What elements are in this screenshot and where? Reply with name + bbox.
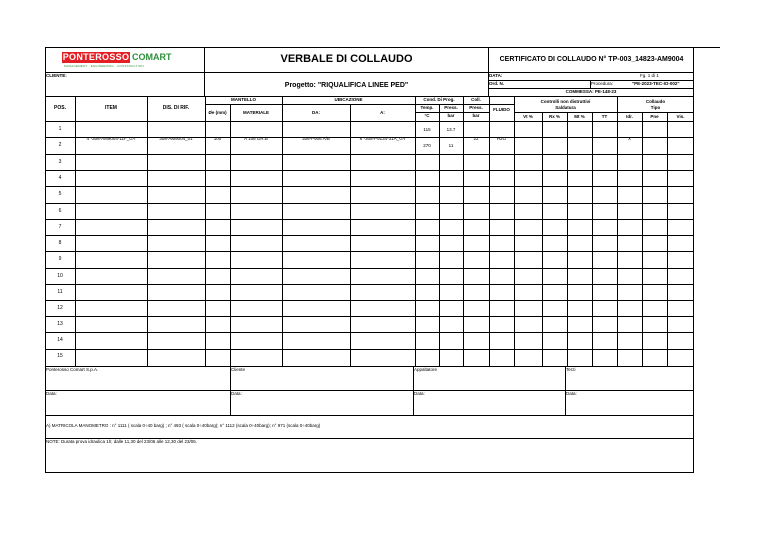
row-pos: 9 — [58, 256, 62, 262]
col-temp: Temp. — [420, 105, 434, 110]
col-vis: Vis. — [676, 114, 685, 119]
col-pos: POS. — [54, 105, 66, 111]
date-cliente: Data: — [231, 391, 242, 396]
manometer-note: A) MATRICOLA MANOMETRO : n° 1111 ( scala 0÷40 barg) ; n° 493 ( scala 0÷40barg); n° 1112 (scala 0÷40barg); n° 971 (scala 0÷40barg) — [46, 423, 321, 428]
client-label: CLIENTE: — [46, 73, 67, 78]
logo-text-red: PONTEROSSO — [62, 52, 130, 62]
page-number: Fg. 1 di 1 — [640, 73, 659, 78]
group-collaudo: Collaudo — [645, 99, 666, 104]
row-pos: 2 — [58, 142, 62, 148]
row-pos: 11 — [57, 289, 63, 295]
date-terzi: Data: — [566, 391, 577, 396]
certificate-number: CERTIFICATO DI COLLAUDO N° TP-003_14823-AM9004 — [499, 56, 684, 63]
logo-tagline: MANAGEMENT · ENGINEERING · CONSTRUCTION — [64, 64, 144, 68]
date-ponterosso: Data: — [46, 391, 57, 396]
row-materiale: A 106 GR.B — [244, 136, 268, 141]
company-logo — [46, 48, 204, 73]
col-idr: Idr. — [626, 114, 633, 119]
row-pos: 10 — [57, 273, 63, 279]
row-pos: 1 — [58, 126, 62, 132]
group-coll: Coll. — [471, 97, 481, 102]
row-pos: 8 — [58, 240, 62, 246]
row-diameter: 100 — [213, 136, 222, 141]
row-press-2: 11 — [448, 143, 454, 148]
row-da: 308-P906 A/B — [302, 136, 330, 141]
row-pos: 12 — [57, 305, 63, 311]
commessa: COMMESSA: PE-148-23 — [565, 89, 617, 94]
row-a: 8"-308-P9134-31A_G-I — [359, 136, 406, 141]
procedure-value: "PE-2023-TEC-IO-002" — [632, 81, 680, 86]
col-fluido: FLUIDO — [493, 107, 510, 112]
group-saldatura: Saldatura — [555, 105, 576, 110]
row-press-1: 13.7 — [446, 127, 456, 132]
col-coll-press: Press. — [469, 105, 483, 110]
group-cond: Cond. Di Prog. — [423, 97, 455, 102]
date-appaltatore: Data: — [414, 391, 425, 396]
signature-ponterosso: Ponterosso Comart S.p.A. — [46, 367, 99, 372]
col-materiale: MATERIALE — [243, 110, 269, 115]
unit-press: bar — [447, 113, 455, 118]
col-diameter: Øe (mm) — [208, 110, 227, 115]
order-label: Ord. N. — [489, 81, 505, 86]
date-label: DATA: — [489, 73, 503, 78]
row-item: 4"-308-AM9004-11F_G-I — [86, 136, 136, 141]
col-a: A: — [380, 110, 385, 115]
group-ubicazione: UBICAZIONE — [334, 97, 363, 102]
group-mantello: MANTELLO — [231, 97, 256, 102]
group-controlli: Controlli non distruttivi — [540, 99, 591, 104]
document-title: VERBALE DI COLLAUDO — [280, 53, 413, 65]
logo-text-green: COMART — [132, 52, 172, 62]
col-vt: Vt % — [523, 114, 533, 119]
unit-coll: bar — [472, 113, 480, 118]
row-fluido: H2O — [496, 136, 507, 141]
col-da: DA: — [312, 110, 320, 115]
procedure-label: Procedura: — [591, 81, 614, 86]
row-pos: 7 — [58, 224, 62, 230]
row-pos: 14 — [57, 337, 63, 343]
col-mt: Mt % — [574, 114, 585, 119]
row-dis: 308-AM9004_01 — [159, 136, 193, 141]
col-rx: Rx % — [548, 114, 560, 119]
row-idr: X — [627, 136, 631, 141]
row-pos: 4 — [58, 175, 62, 181]
col-tt: TT — [601, 114, 608, 119]
test-note: NOTE: Durata prova idraulica 1h; dalle 11,30 del 23/06 alle 12,30 del 23/06. — [46, 439, 198, 444]
row-pos: 6 — [58, 208, 62, 214]
col-dis: DIS. DI RIF. — [162, 105, 190, 111]
row-temp-2: 270 — [423, 143, 431, 148]
row-temp-1: 115 — [423, 127, 431, 132]
signature-terzi: Terzi — [566, 367, 576, 372]
col-item: ITEM — [105, 105, 117, 111]
row-pos: 13 — [57, 321, 63, 327]
row-pos: 3 — [58, 159, 62, 165]
signature-appaltatore: Appaltatore — [414, 367, 438, 372]
row-pos: 15 — [57, 353, 63, 359]
group-tipo: Tipo — [650, 105, 661, 110]
col-press: Press. — [444, 105, 458, 110]
col-pne: Pne — [650, 114, 659, 119]
row-coll: 22 — [473, 136, 479, 141]
signature-cliente: Cliente — [231, 367, 246, 372]
header-right-extension — [694, 47, 720, 48]
row-pos: 5 — [58, 191, 62, 197]
unit-temp: °C — [424, 113, 430, 118]
project-title: Progetto: "RIQUALIFICA LINEE PED" — [284, 82, 409, 89]
